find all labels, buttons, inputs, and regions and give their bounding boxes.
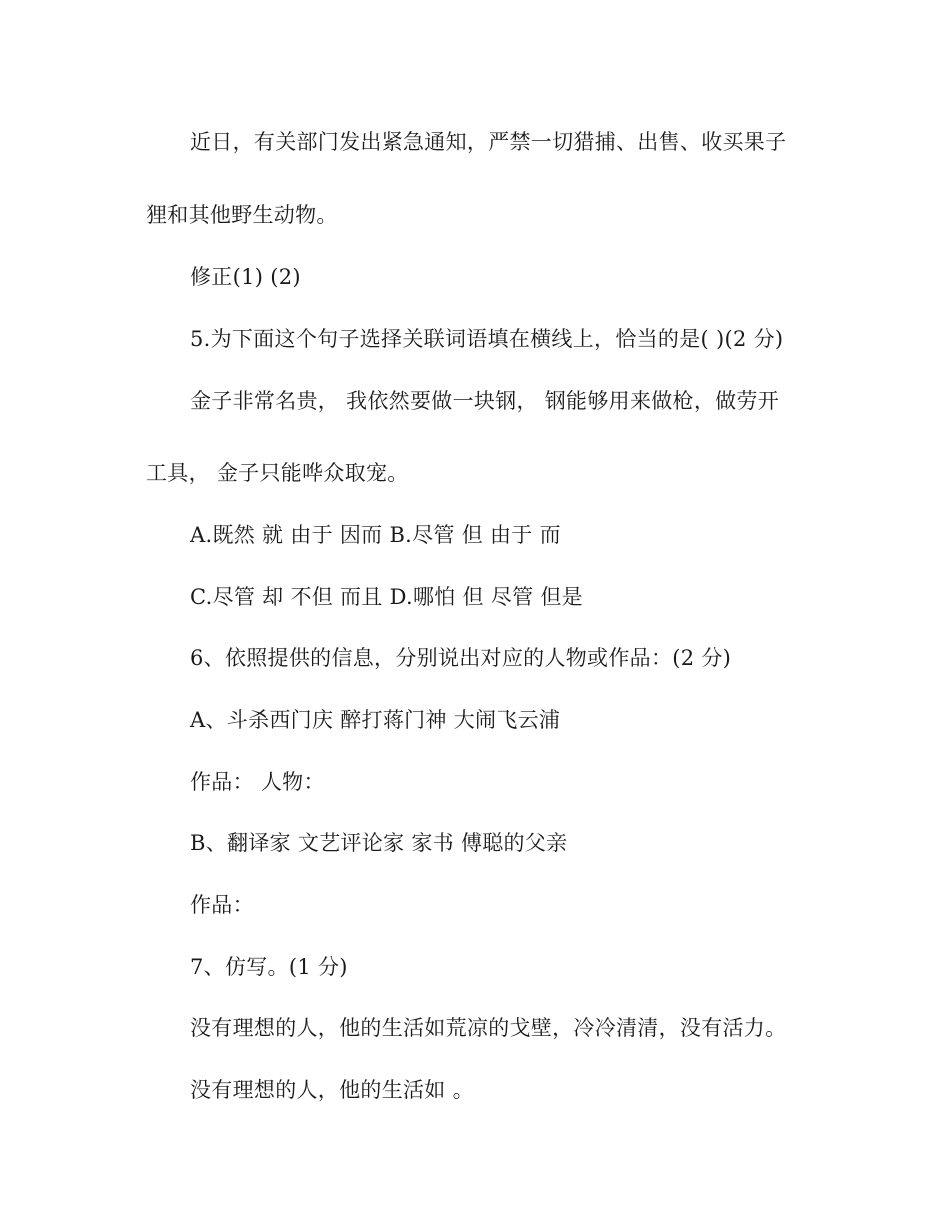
question-6-item-a: A、斗杀西门庆 醉打蒋门神 大闹飞云浦 (190, 708, 561, 732)
question-7-prompt: 7、仿写。(1 分) (190, 955, 348, 979)
question-7-example: 没有理想的人，他的生活如荒凉的戈壁，冷冷清清，没有活力。 (190, 1016, 787, 1040)
question-7-blank: 没有理想的人，他的生活如 。 (190, 1078, 474, 1102)
question-6-b-answer: 作品： (190, 893, 254, 917)
question-5-sentence-1: 金子非常名贵， 我依然要做一块钢， 钢能够用来做枪，做劳开 (190, 389, 780, 413)
question-6-a-answer: 作品： 人物： (190, 770, 325, 794)
question-6-item-b: B、翻译家 文艺评论家 家书 傅聪的父亲 (190, 831, 568, 855)
text-line-1: 近日，有关部门发出紧急通知，严禁一切猎捕、出售、收买果子 (190, 130, 787, 154)
question-5-sentence-2: 工具， 金子只能哗众取宠。 (146, 461, 409, 485)
correction-line: 修正(1) (2) (190, 265, 301, 289)
text-line-2: 狸和其他野生动物。 (146, 203, 338, 227)
question-5-prompt: 5.为下面这个句子选择关联词语填在横线上，恰当的是( )(2 分) (190, 327, 784, 351)
question-5-options-ab: A.既然 就 由于 因而 B.尽管 但 由于 而 (190, 523, 561, 547)
question-6-prompt: 6、依照提供的信息，分别说出对应的人物或作品：(2 分) (190, 646, 732, 670)
question-5-options-cd: C.尽管 却 不但 而且 D.哪怕 但 尽管 但是 (190, 585, 583, 609)
